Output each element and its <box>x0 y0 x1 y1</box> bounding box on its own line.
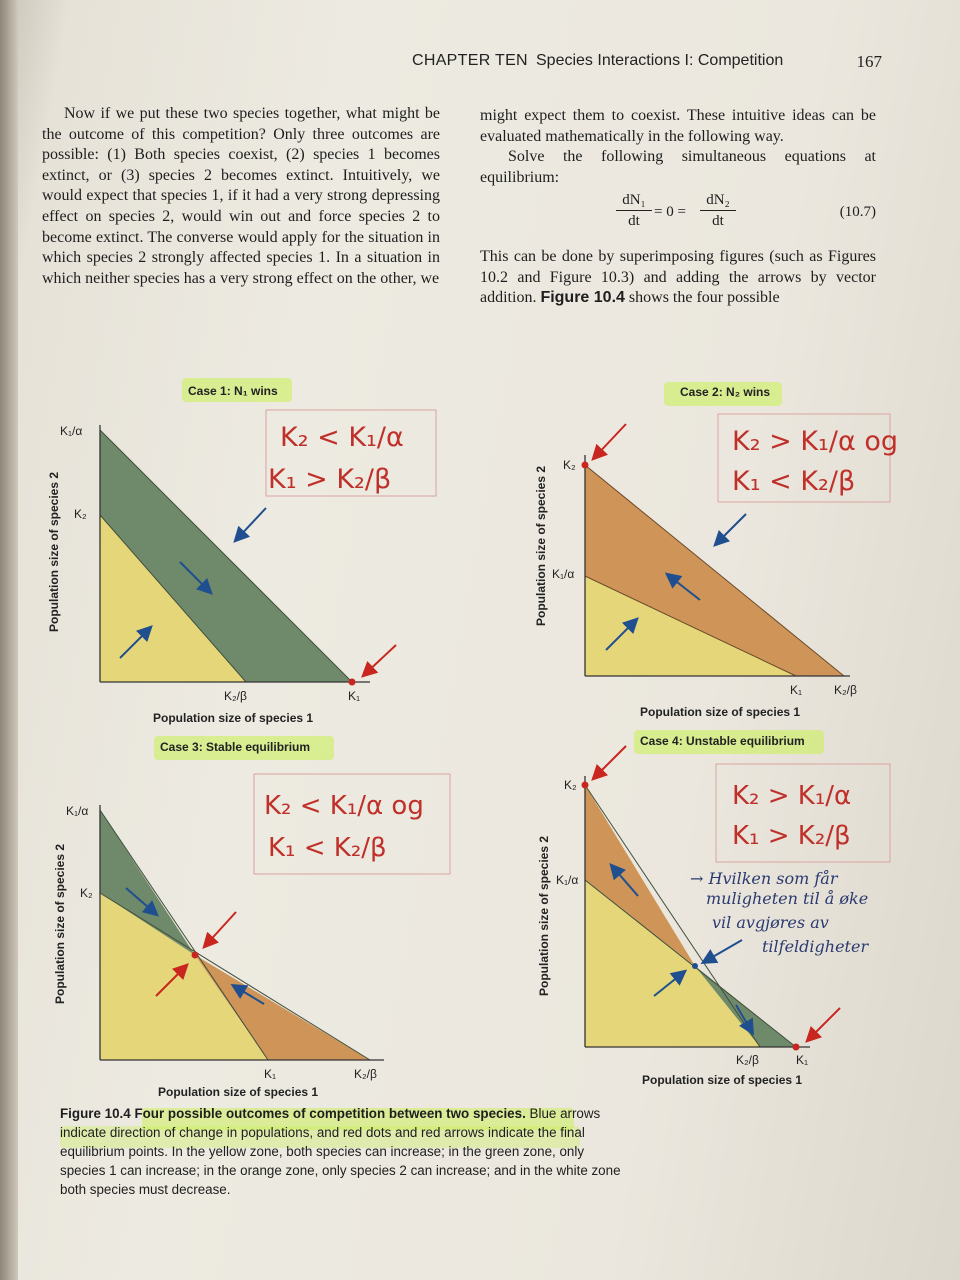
fraction-denominator: dt <box>712 213 724 229</box>
red-arrow <box>594 746 626 778</box>
handwritten-note: K₂ < K₁/α og <box>264 791 424 821</box>
y-tick-k2: K₂ <box>74 507 87 521</box>
y-tick-k1-alpha: K₁/α <box>60 424 83 438</box>
y-axis-label: Population size of species 2 <box>47 471 61 632</box>
x-tick-k2-beta: K₂/β <box>354 1067 377 1081</box>
y-tick-k1-alpha: K₁/α <box>552 567 575 581</box>
caption-title: Four possible outcomes of competition between two species. <box>134 1106 526 1121</box>
y-tick-k2: K₂ <box>564 778 577 792</box>
paragraph-text-end: shows the four possible <box>628 289 780 307</box>
unstable-point <box>692 963 698 969</box>
y-tick-k2: K₂ <box>563 458 576 472</box>
equilibrium-dot <box>582 782 589 789</box>
handwritten-note: K₁ < K₂/β <box>732 466 856 497</box>
x-axis-label: Population size of species 1 <box>158 1085 319 1099</box>
panel-case-3 <box>53 736 450 1099</box>
equation-equals: = 0 = <box>654 204 686 220</box>
left-paragraph: Now if we put these two species together, what might be the outcome of this competition? Only three outcomes are possible: (1) Both species coexist, (2) species 1 becomes extinct, or (3) species 2 becomes extinct. Intuitively, we would expect that species 1, if it had a very strong depressing effect on species 2, would win out and force species 2 to become extinct. The converse would apply for the situation in which species 2 strongly affected species 1. In a situation in which neither species has a very strong effect on the other, we <box>42 105 440 287</box>
chapter-title: Species Interactions I: Competition <box>536 52 784 69</box>
y-axis-label: Population size of species 2 <box>53 843 67 1004</box>
x-axis-label: Population size of species 1 <box>642 1073 803 1087</box>
panel-case-2 <box>534 382 898 719</box>
handwritten-note: K₂ > K₁/α og <box>732 426 898 457</box>
y-axis-label: Population size of species 2 <box>537 835 551 996</box>
blue-arrow <box>704 940 742 962</box>
figure-reference: Figure 10.4 <box>540 289 625 307</box>
x-tick-k2-beta: K₂/β <box>834 683 857 697</box>
equation-number: (10.7) <box>839 204 876 220</box>
equilibrium-dot <box>793 1044 800 1051</box>
paragraph-text: This can be done by superimposing figures (such as Figures 10.2 and Figure 10.3) and adding the arrows by vector addition. <box>480 248 876 307</box>
handwritten-note: K₁ > K₂/β <box>268 464 392 495</box>
figure-caption <box>60 1104 630 1199</box>
caption-text: Blue arrows indicate direction of change in populations, and red dots and red arrows indicate the final equilibrium points. In the yellow zone, both species can increase; in the green zone, only species 1 can increase; in the orange zone, only species 2 can increase; and in the white zone both species must decrease. <box>60 1106 621 1197</box>
equilibrium-dot <box>349 679 356 686</box>
red-arrow <box>808 1008 840 1040</box>
handwritten-comment: vil avgjøres av <box>712 913 829 932</box>
red-arrow <box>594 424 626 458</box>
x-tick-k2-beta: K₂/β <box>224 689 247 703</box>
panel-title: Case 2: N₂ wins <box>680 385 771 399</box>
x-axis-label: Population size of species 1 <box>640 705 801 719</box>
equilibrium-dot <box>582 462 589 469</box>
x-axis-label: Population size of species 1 <box>153 711 314 725</box>
right-paragraph-2: Solve the following simultaneous equations at equilibrium: <box>480 148 876 186</box>
panel-case-1 <box>47 378 436 725</box>
blue-arrow <box>236 508 266 540</box>
handwritten-comment: → Hvilken som får <box>690 869 838 888</box>
fraction-numerator: dN₂ <box>700 192 736 211</box>
panel-case-4 <box>537 730 890 1087</box>
handwritten-comment: muligheten til å øke <box>706 889 869 908</box>
red-arrow <box>364 645 396 675</box>
fraction-numerator: dN₁ <box>616 192 652 211</box>
right-paragraph-1: might expect them to coexist. These intuitive ideas can be evaluated mathematically in the following way. <box>480 107 876 145</box>
handwritten-note: K₁ > K₂/β <box>732 821 851 851</box>
handwritten-note: K₂ < K₁/α <box>280 422 404 453</box>
panel-title: Case 3: Stable equilibrium <box>160 740 311 754</box>
x-tick-k2-beta: K₂/β <box>736 1053 759 1067</box>
x-tick-k1: K₁ <box>264 1067 277 1081</box>
y-axis-label: Population size of species 2 <box>534 465 548 626</box>
handwritten-comment: tilfeldigheter <box>762 937 869 956</box>
x-tick-k1: K₁ <box>790 683 803 697</box>
panel-title: Case 1: N₁ wins <box>188 384 278 398</box>
red-arrow <box>205 912 236 946</box>
blue-arrow <box>716 514 746 544</box>
y-tick-k2: K₂ <box>80 886 93 900</box>
handwritten-note: K₂ > K₁/α <box>732 781 852 811</box>
panel-title: Case 4: Unstable equilibrium <box>640 734 805 748</box>
y-tick-k1-alpha: K₁/α <box>556 873 579 887</box>
equilibrium-dot <box>192 952 199 959</box>
y-tick-k1-alpha: K₁/α <box>66 804 89 818</box>
caption-label: Figure 10.4 <box>60 1106 131 1121</box>
page-number: 167 <box>856 52 882 71</box>
chapter-label: CHAPTER TEN <box>412 52 528 69</box>
x-tick-k1: K₁ <box>348 689 361 703</box>
fraction-denominator: dt <box>628 213 640 229</box>
handwritten-note: K₁ < K₂/β <box>268 833 387 863</box>
x-tick-k1: K₁ <box>796 1053 809 1067</box>
